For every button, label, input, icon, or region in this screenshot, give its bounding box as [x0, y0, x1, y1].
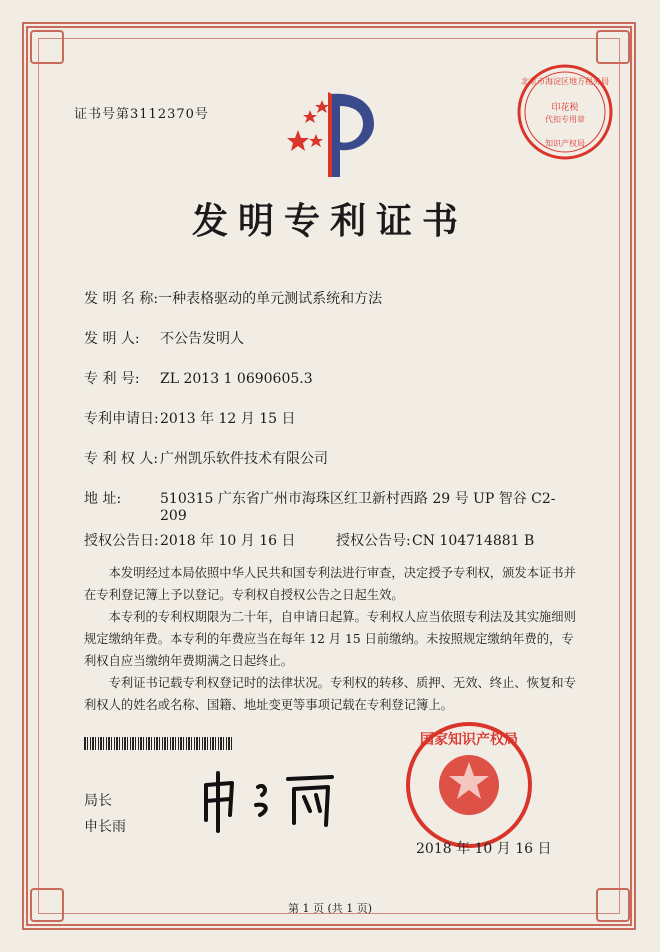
field-label: 授权公告号: [336, 533, 411, 549]
official-seal [404, 720, 534, 854]
field-label: 专 利 权 人: [84, 451, 159, 467]
field-patentee [84, 448, 328, 468]
field-label: 专 利 号: [84, 371, 140, 387]
field-value: ZL 2013 1 0690605.3 [160, 371, 313, 387]
field-value: 2018 年 10 月 16 日 [160, 533, 296, 549]
field-inventor [84, 328, 244, 348]
certificate-body [84, 562, 584, 716]
field-value: 510315 广东省广州市海珠区红卫新村西路 29 号 UP 智谷 C2- [160, 491, 556, 507]
tax-stamp-text: 北京市海淀区地方税务局 [521, 77, 609, 86]
field-label: 发 明 人: [84, 331, 140, 347]
field-label: 专利申请日: [84, 411, 159, 427]
page-title: 发明专利证书 [191, 200, 468, 242]
signatory-title: 局长 [84, 793, 112, 809]
field-value: 2013 年 12 月 15 日 [160, 411, 296, 427]
tax-stamp-bottom: 知识产权局 [545, 139, 585, 148]
field-address-line2: 209 [160, 508, 187, 524]
field-value: 广州凯乐软件技术有限公司 [160, 451, 328, 467]
body-paragraph-3: 专利证书记载专利权登记时的法律状况。专利权的转移、质押、无效、终止、恢复和专利权人的姓名或名称、国籍、地址变更等事项记载在专利登记簿上。 [84, 676, 576, 712]
field-value: 不公告发明人 [160, 331, 244, 347]
body-paragraph-2: 本专利的专利权期限为二十年，自申请日起算。专利权人应当依照专利法及其实施细则规定缴纳年费。本专利的年费应当在每年 12 月 15 日前缴纳。未按照规定缴纳年费的，专利权自应当缴纳年费期满之日起终止。 [84, 610, 576, 668]
field-label: 地 址: [84, 491, 122, 507]
page-footer: 第 1 页 (共 1 页) [287, 902, 373, 915]
seal-date: 2018 年 10 月 16 日 [416, 841, 552, 857]
field-invention-name [84, 288, 382, 308]
tax-stamp-inner2: 代扣专用章 [545, 115, 585, 124]
corner-ornament-top-right [596, 30, 630, 64]
field-patent-no [84, 368, 313, 388]
field-filing-date [84, 408, 296, 428]
tax-stamp [515, 62, 615, 166]
field-value: CN 104714881 B [412, 533, 535, 549]
signatory-name: 申长雨 [84, 819, 126, 835]
field-label: 发 明 名 称: [84, 291, 159, 307]
tax-stamp-inner1: 印花税 [551, 103, 579, 113]
field-label: 授权公告日: [84, 533, 159, 549]
field-value: 一种表格驱动的单元测试系统和方法 [158, 291, 383, 307]
corner-ornament-top-left [30, 30, 64, 64]
sipo-logo [280, 72, 380, 186]
handwritten-signature [196, 765, 346, 839]
seal-text: 国家知识产权局 [420, 732, 518, 748]
barcode [84, 735, 234, 748]
field-grant-no [336, 530, 534, 550]
certificate-number: 证书号第3112370号 [74, 107, 209, 122]
body-paragraph-1: 本发明经过本局依照中华人民共和国专利法进行审查，决定授予专利权，颁发本证书并在专利登记簿上予以登记。专利权自授权公告之日起生效。 [84, 566, 576, 602]
field-address [84, 488, 556, 508]
field-grant-date [84, 530, 296, 550]
